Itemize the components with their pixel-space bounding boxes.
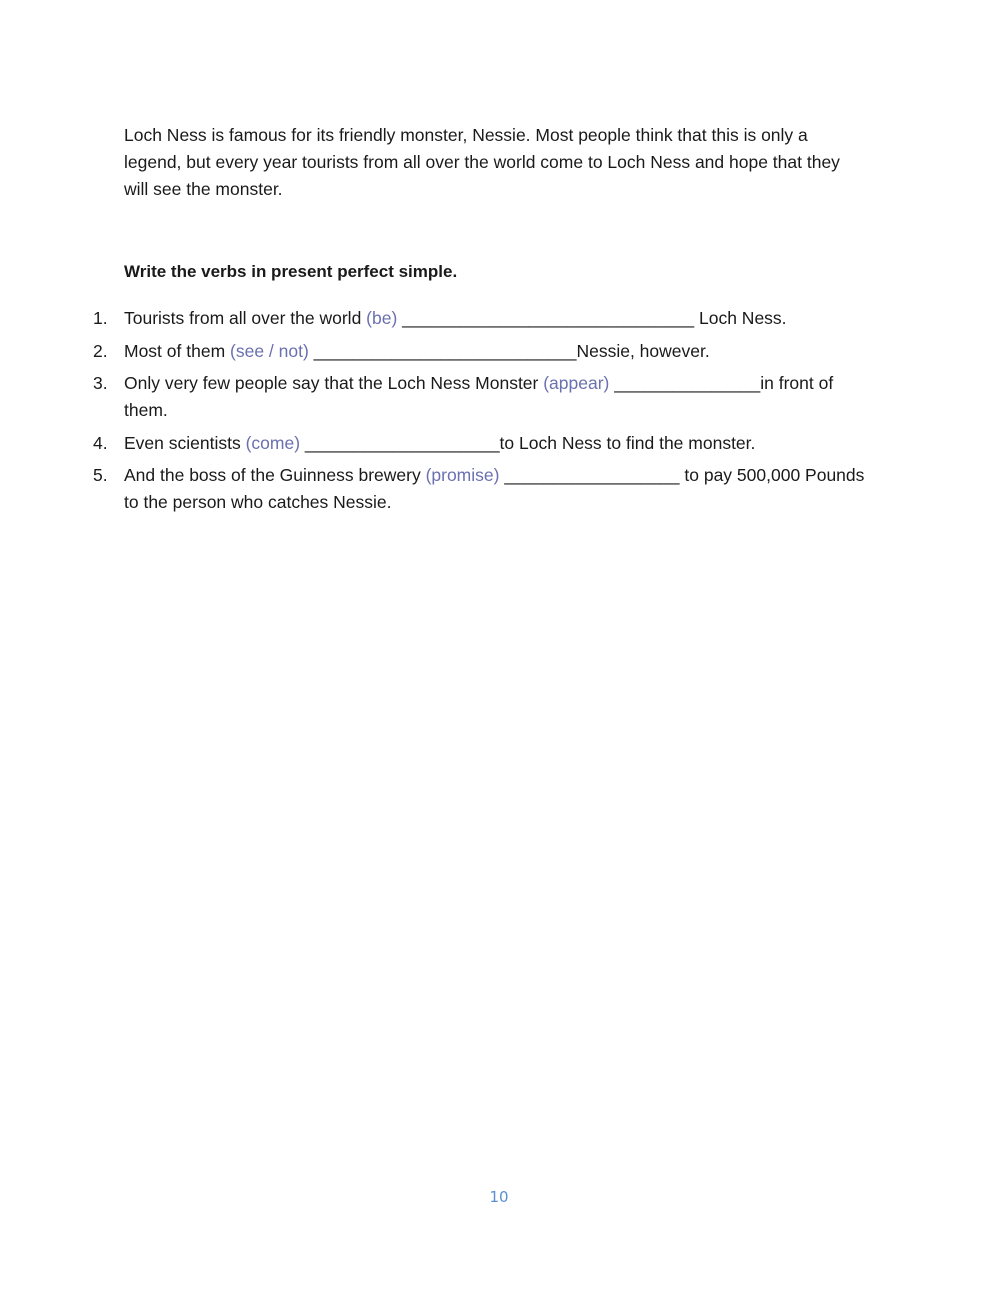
exercise-item-4	[88, 430, 878, 457]
sentence-end-with-blank[interactable]: ____________________to Loch Ness to find the monster.	[300, 432, 756, 453]
sentence-end-with-blank[interactable]: __________________ to pay 500,000 Pounds to the person who catches Nessie.	[124, 465, 865, 512]
page-number: 10	[489, 1188, 509, 1206]
exercise-item-1	[88, 305, 878, 332]
exercise-item-5	[88, 462, 878, 516]
item-number: 4.	[93, 432, 108, 453]
sentence-start: Tourists from all over the world	[124, 308, 367, 328]
exercise-item-3	[88, 370, 878, 424]
sentence-start: Only very few people say that the Loch Ness Monster	[124, 373, 544, 393]
sentence-end-with-blank[interactable]: ___________________________Nessie, however.	[308, 340, 710, 361]
sentence-end-with-blank[interactable]: ______________________________ Loch Ness.	[397, 308, 787, 328]
exercise-item-2	[88, 338, 878, 365]
verb-hint: (come)	[245, 432, 301, 453]
verb-hint: (promise)	[425, 465, 500, 485]
item-number: 5.	[93, 465, 108, 485]
sentence-start: Even scientists	[124, 432, 246, 453]
verb-hint: (see / not)	[230, 340, 309, 361]
sentence-start: And the boss of the Guinness brewery	[124, 465, 426, 485]
item-number: 3.	[93, 373, 108, 393]
exercise-instruction: Write the verbs in present perfect simple.	[124, 262, 458, 281]
intro-paragraph: Loch Ness is famous for its friendly monster, Nessie. Most people think that this is only a legend, but every year tourists from all over the world come to Loch Ness and hope that they will see the monster.	[124, 125, 840, 199]
sentence-start: Most of them	[124, 340, 231, 361]
sentence-end-with-blank[interactable]: _______________in front of them.	[124, 373, 834, 420]
verb-hint: (be)	[366, 308, 398, 328]
item-number: 1.	[93, 308, 108, 328]
exercise-list	[88, 305, 878, 522]
verb-hint: (appear)	[543, 373, 610, 393]
item-number: 2.	[93, 340, 108, 361]
